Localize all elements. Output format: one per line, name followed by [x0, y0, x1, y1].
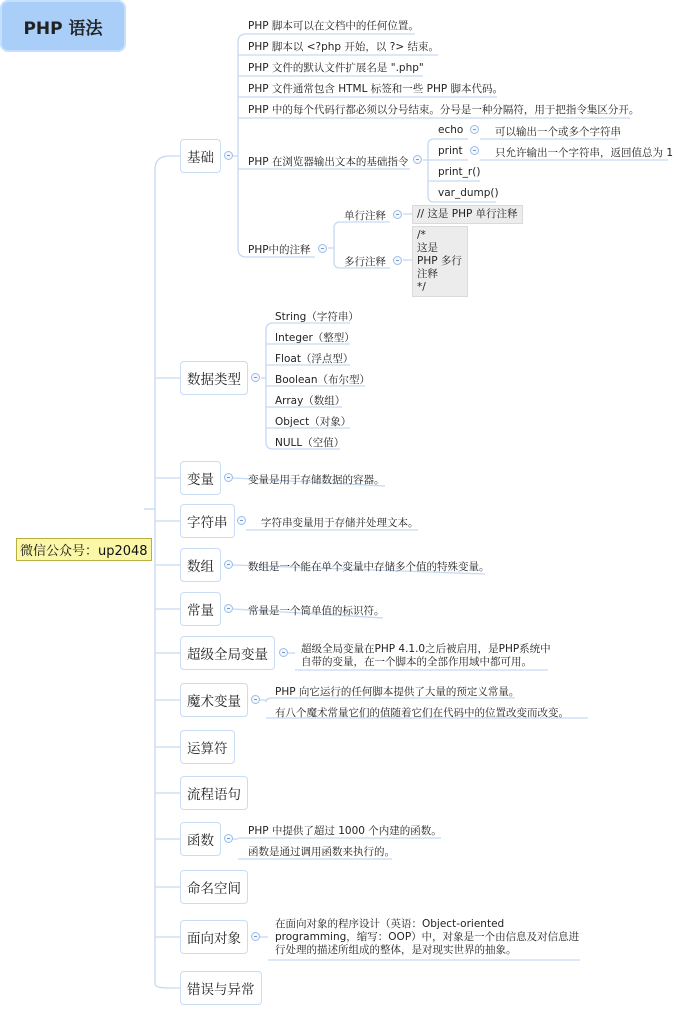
- basics-item-5: PHP 中的每个代码行都必须以分号结束。分号是一种分隔符，用于把指令集区分开。: [248, 104, 640, 116]
- collapse-functions-icon[interactable]: [224, 834, 233, 843]
- collapse-superglobals-icon[interactable]: [279, 648, 288, 657]
- oop-desc: 在面向对象的程序设计（英语：Object-oriented programming，缩写：OOP）中，对象是一个由信息及对信息进行处理的描述所组成的整体，是对现实世界的抽象。: [275, 918, 580, 956]
- branch-basics-label: 基础: [187, 150, 214, 166]
- type-boolean: Boolean（布尔型）: [275, 374, 371, 386]
- collapse-echo-icon[interactable]: [470, 125, 479, 134]
- branch-variables[interactable]: [180, 461, 221, 495]
- constants-desc: 常量是一个简单值的标识符。: [248, 605, 385, 617]
- basics-item-2: PHP 脚本以 <?php 开始，以 ?> 结束。: [248, 41, 439, 53]
- branch-arrays-label: 数组: [187, 559, 214, 575]
- output-commands-node[interactable]: PHP 在浏览器输出文本的基础指令: [248, 156, 409, 168]
- branch-basics[interactable]: [180, 139, 221, 173]
- arrays-desc: 数组是一个能在单个变量中存储多个值的特殊变量。: [248, 561, 490, 573]
- var-dump-node[interactable]: var_dump(): [438, 187, 499, 199]
- collapse-strings-icon[interactable]: [237, 516, 246, 525]
- branch-operators[interactable]: [180, 730, 235, 764]
- type-array: Array（数组）: [275, 395, 346, 407]
- functions-item-1: PHP 中提供了超过 1000 个内建的函数。: [248, 825, 442, 837]
- collapse-variables-icon[interactable]: [224, 473, 233, 482]
- single-comment-code: // 这是 PHP 单行注释: [412, 205, 523, 224]
- branch-functions-label: 函数: [187, 833, 214, 849]
- branch-data-types-label: 数据类型: [187, 372, 241, 388]
- branch-arrays[interactable]: [180, 548, 221, 582]
- collapse-multi-comment-icon[interactable]: [393, 256, 402, 265]
- collapse-constants-icon[interactable]: [224, 604, 233, 613]
- collapse-oop-icon[interactable]: [251, 932, 260, 941]
- print-desc: 只允许输出一个字符串，返回值总为 1: [495, 147, 674, 159]
- branch-flow-statements[interactable]: [180, 776, 248, 810]
- collapse-arrays-icon[interactable]: [224, 560, 233, 569]
- branch-superglobals[interactable]: [180, 636, 275, 670]
- superglobals-desc-2: 自带的变量，在一个脚本的全部作用域中都可用。: [301, 656, 532, 668]
- branch-strings-label: 字符串: [187, 515, 228, 531]
- code-line: /*: [417, 229, 426, 241]
- branch-operators-label: 运算符: [187, 741, 228, 757]
- root-title: PHP 语法: [23, 18, 103, 39]
- branch-data-types[interactable]: [180, 361, 248, 395]
- branch-constants-label: 常量: [187, 603, 214, 619]
- type-null: NULL（空值）: [275, 437, 345, 449]
- code-line: 注释: [417, 268, 438, 280]
- branch-superglobals-label: 超级全局变量: [187, 647, 268, 663]
- collapse-print-icon[interactable]: [470, 146, 479, 155]
- branch-functions[interactable]: [180, 822, 221, 856]
- branch-flow-label: 流程语句: [187, 787, 241, 803]
- type-string: String（字符串）: [275, 311, 359, 323]
- basics-item-4: PHP 文件通常包含 HTML 标签和一些 PHP 脚本代码。: [248, 83, 504, 95]
- code-line: */: [417, 281, 426, 293]
- echo-desc: 可以输出一个或多个字符串: [495, 126, 621, 138]
- collapse-data-types-icon[interactable]: [251, 373, 260, 382]
- branch-namespaces[interactable]: [180, 870, 248, 904]
- wechat-badge: 微信公众号：up2048: [16, 538, 152, 561]
- branch-magic-constants[interactable]: [180, 683, 248, 717]
- collapse-basics-icon[interactable]: [224, 151, 233, 160]
- branch-magic-label: 魔术变量: [187, 694, 241, 710]
- basics-item-3: PHP 文件的默认文件扩展名是 ".php": [248, 62, 424, 74]
- branch-errors-label: 错误与异常: [187, 982, 255, 998]
- type-float: Float（浮点型）: [275, 353, 354, 365]
- type-integer: Integer（整型）: [275, 332, 355, 344]
- print-node[interactable]: print: [438, 145, 463, 157]
- multi-comment-code: [412, 226, 468, 297]
- branch-oop[interactable]: [180, 920, 248, 954]
- print-r-node[interactable]: print_r(): [438, 166, 481, 178]
- branch-oop-label: 面向对象: [187, 931, 241, 947]
- magic-item-2: 有八个魔术常量它们的值随着它们在代码中的位置改变而改变。: [275, 707, 569, 719]
- branch-variables-label: 变量: [187, 472, 214, 488]
- branch-namespaces-label: 命名空间: [187, 881, 241, 897]
- strings-desc: 字符串变量用于存储并处理文本。: [261, 517, 419, 529]
- code-line: PHP 多行: [417, 255, 462, 267]
- basics-item-1: PHP 脚本可以在文档中的任何位置。: [248, 20, 419, 32]
- comments-node[interactable]: PHP中的注释: [248, 244, 311, 256]
- branch-errors-exceptions[interactable]: [180, 971, 262, 1005]
- branch-constants[interactable]: [180, 592, 221, 626]
- single-comment-node[interactable]: 单行注释: [344, 210, 386, 222]
- code-line: 这是: [417, 242, 438, 254]
- type-object: Object（对象）: [275, 416, 352, 428]
- collapse-single-comment-icon[interactable]: [393, 210, 402, 219]
- branch-strings[interactable]: [180, 504, 235, 538]
- echo-node[interactable]: echo: [438, 124, 464, 136]
- multi-comment-node[interactable]: 多行注释: [344, 256, 386, 268]
- collapse-comments-icon[interactable]: [318, 244, 327, 253]
- collapse-output-icon[interactable]: [413, 155, 422, 164]
- collapse-magic-icon[interactable]: [251, 695, 260, 704]
- variables-desc: 变量是用于存储数据的容器。: [248, 474, 385, 486]
- superglobals-desc-1: 超级全局变量在PHP 4.1.0之后被启用，是PHP系统中: [301, 643, 551, 655]
- functions-item-2: 函数是通过调用函数来执行的。: [248, 846, 395, 858]
- magic-item-1: PHP 向它运行的任何脚本提供了大量的预定义常量。: [275, 686, 520, 698]
